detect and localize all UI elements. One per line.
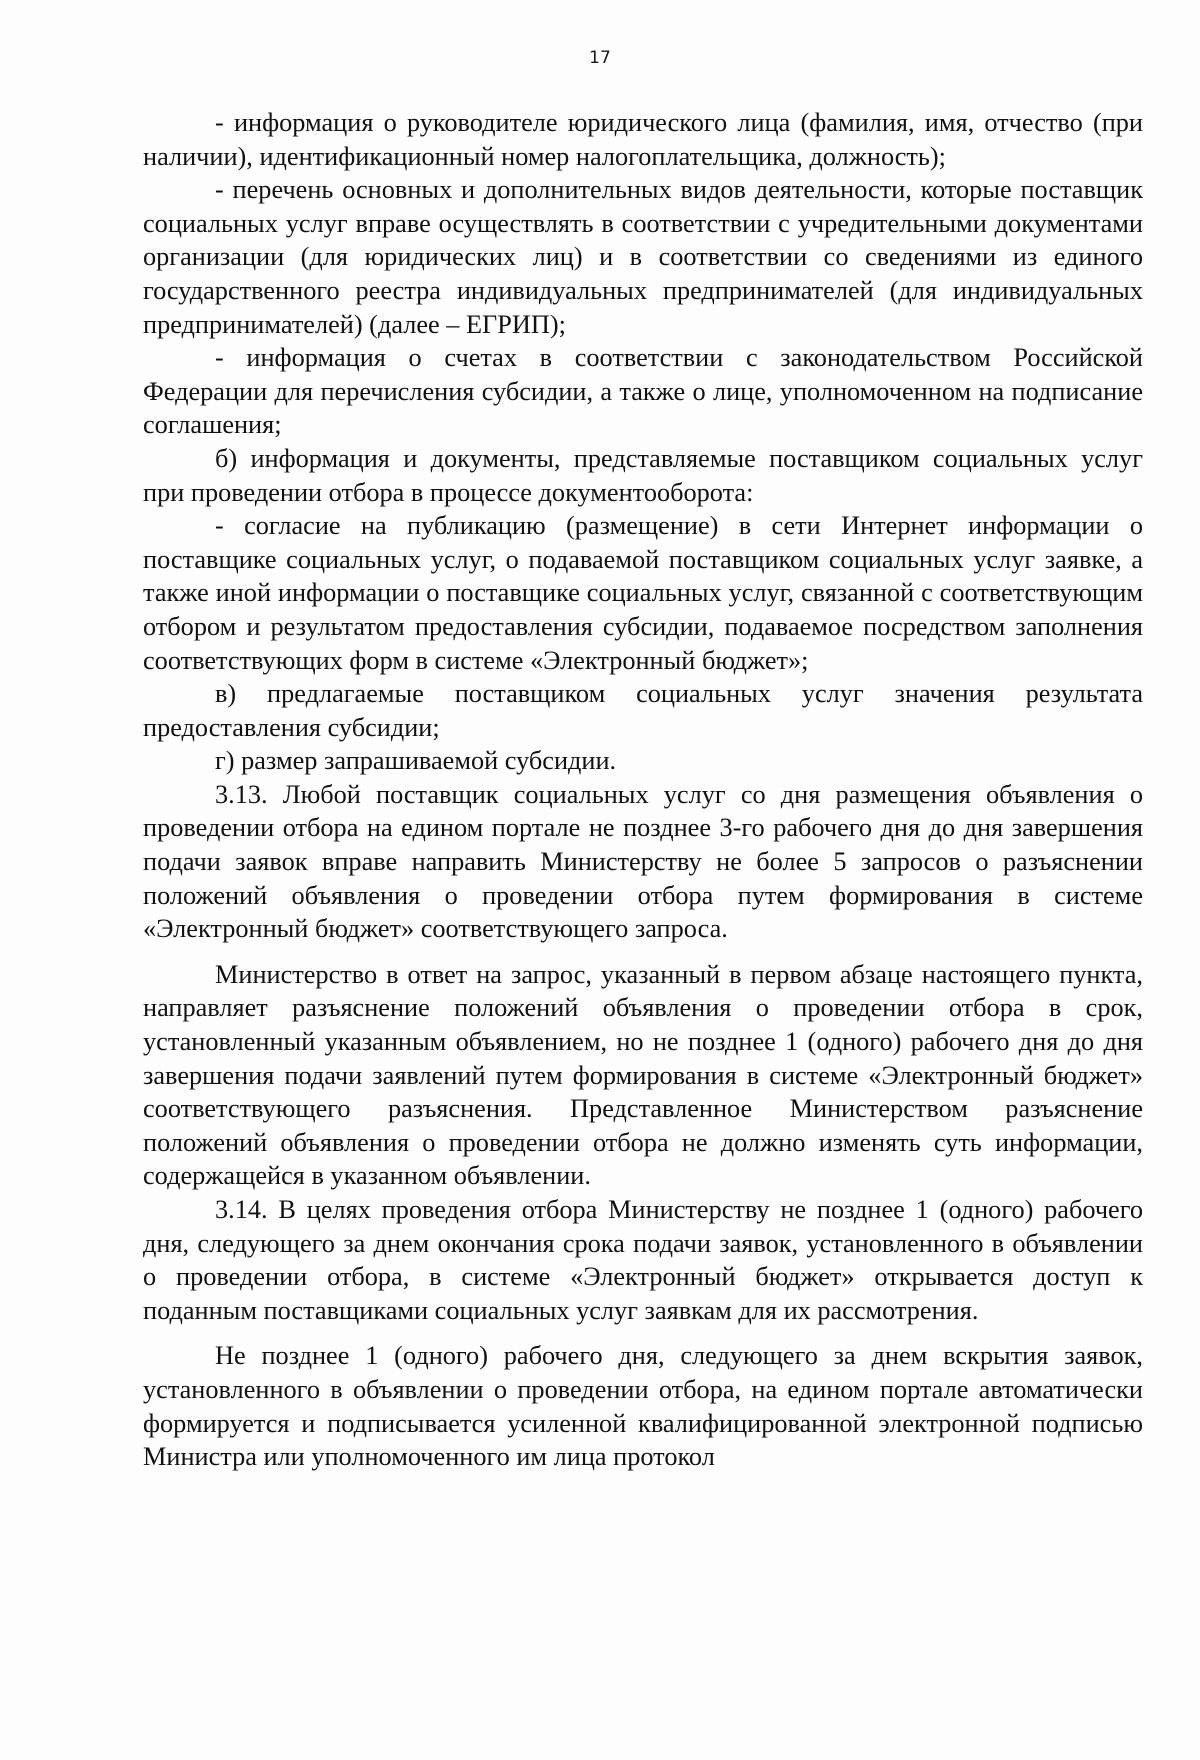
paragraph-section-3-14: 3.14. В целях проведения отбора Министерству не позднее 1 (одного) рабочего дня, следующего за днем окончания срока подачи заявок, установленного в объявлении о проведении отбора, в системе «Электронный бюджет» открывается доступ к поданным поставщиками социальных услуг заявкам для их рассмотрения. [143, 1195, 1143, 1325]
paragraph-protocol: Не позднее 1 (одного) рабочего дня, следующего за днем вскрытия заявок, установленного в объявлении о проведении отбора, на едином портале автоматически формируется и подписывается усиленной квалифицированной электронной подписью Министра или уполномоченного им лица протокол [143, 1341, 1143, 1472]
document-body [143, 106, 1143, 1474]
paragraph-activities-list: - перечень основных и дополнительных видов деятельности, которые поставщик социальных услуг вправе осуществлять в соответствии с учредительными документами организации (для юридических лиц) и в соответствии со сведениями из единого государственного реестра индивидуальных предпринимателей (для индивидуальных предпринимателей) (далее – ЕГРИП); [143, 175, 1143, 339]
paragraph-item-b: б) информация и документы, представляемые поставщиком социальных услуг при проведении отбора в процессе документооборота: [143, 443, 1143, 507]
paragraph-publication-consent: - согласие на публикацию (размещение) в сети Интернет информации о поставщике социальных услуг, о подаваемой поставщиком социальных услуг заявке, а также иной информации о поставщике социальных услуг, связанной с соответствующим отбором и результатом предоставления субсидии, подаваемое посредством заполнения соответствующих форм в системе «Электронный бюджет»; [143, 511, 1143, 675]
paragraph-ministry-response: Министерство в ответ на запрос, указанный в первом абзаце настоящего пункта, направляет разъяснение положений объявления о проведении отбора в срок, установленный указанным объявлением, но не позднее 1 (одного) рабочего дня до дня завершения подачи заявлений путем формирования в системе «Электронный бюджет» соответствующего разъяснения. Представленное Министерством разъяснение положений объявления о проведении отбора не должно изменять суть информации, содержащейся в указанном объявлении. [143, 959, 1143, 1191]
paragraph-section-3-13: 3.13. Любой поставщик социальных услуг со дня размещения объявления о проведении отбора на едином портале не позднее 3-го рабочего дня до дня завершения подачи заявок вправе направить Министерству не более 5 запросов о разъяснении положений объявления о проведении отбора путем формирования в системе «Электронный бюджет» соответствующего запроса. [143, 779, 1143, 944]
paragraph-item-v: в) предлагаемые поставщиком социальных услуг значения результата предоставления субсидии; [143, 679, 1143, 742]
paragraph-head-info: - информация о руководителе юридического лица (фамилия, имя, отчество (при наличии), идентификационный номер налогоплательщика, должность); [143, 108, 1143, 171]
paragraph-accounts-info: - информация о счетах в соответствии с законодательством Российской Федерации для перечисления субсидии, а также о лице, уполномоченном на подписание соглашения; [143, 343, 1143, 440]
page-number: 17 [589, 48, 611, 68]
paragraph-item-g: г) размер запрашиваемой субсидии. [215, 746, 617, 776]
